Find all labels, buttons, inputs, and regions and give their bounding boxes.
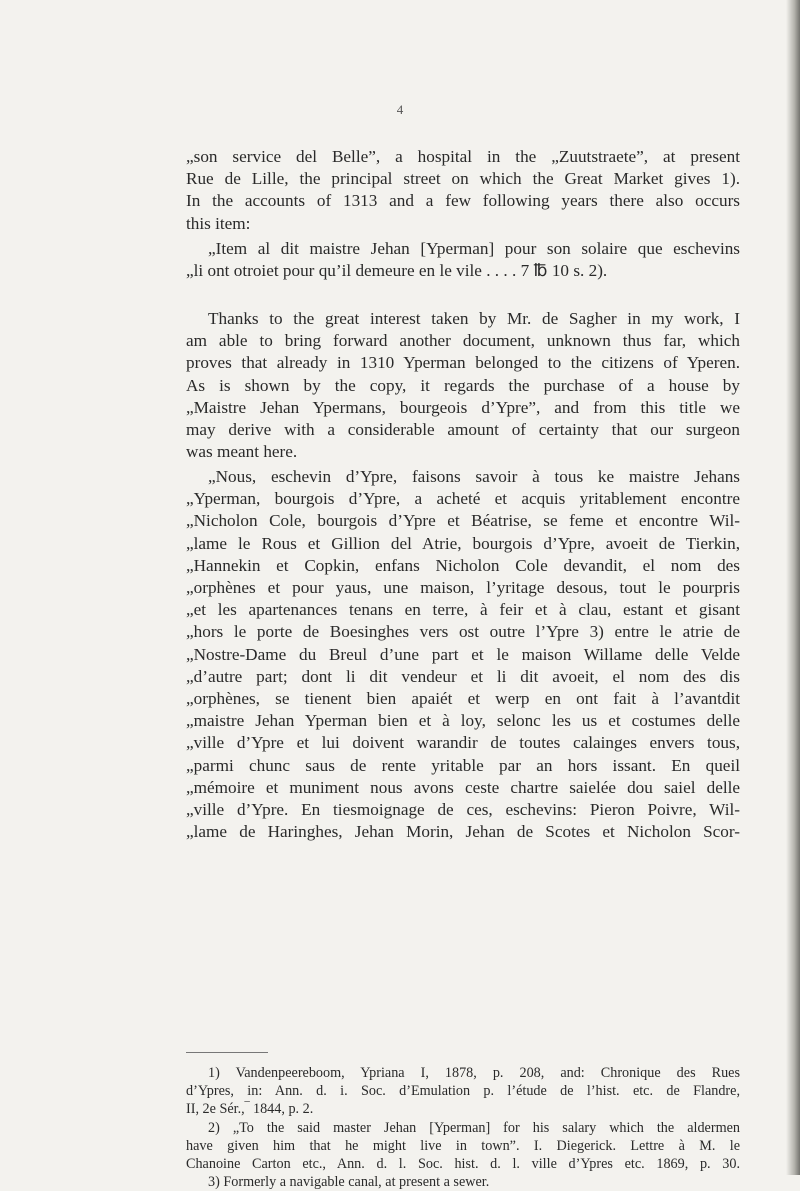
- text-line: „Nous, eschevin d’Ypre, faisons savoir à tous ke maistre Jehans: [208, 467, 740, 486]
- text-line: am able to bring forward another document, unknown thus far, which: [186, 331, 740, 351]
- text-line: „lame le Rous et Gillion del Atrie, bourgois d’Ypre, avoeit de Tierkin,: [186, 533, 740, 553]
- text-line: was meant here.: [186, 442, 298, 462]
- footnote-line: d’Ypres, in: Ann. d. i. Soc. d’Emulation p. l’étude de l’hist. etc. de Flandre,: [186, 1083, 740, 1100]
- text-line: In the accounts of 1313 and a few following years there also occurs: [186, 191, 740, 211]
- quote-item: [186, 238, 740, 282]
- footnote-line: Chanoine Carton etc., Ann. d. l. Soc. hist. d. l. ville d’Ypres etc. 1869, p. 30.: [186, 1156, 740, 1173]
- text-line: „Yperman, bourgois d’Ypre, a acheté et acquis yritablement encontre: [186, 489, 740, 509]
- text-line: Rue de Lille, the principal street on which the Great Market gives 1).: [186, 169, 740, 189]
- text-line: „ville d’Ypre et lui doivent warandir de toutes calainges envers tous,: [186, 733, 740, 753]
- page-edge-shadow: [786, 0, 800, 1175]
- text-line: proves that already in 1310 Yperman belonged to the citizens of Yperen.: [186, 353, 740, 373]
- text-line: As is shown by the copy, it regards the purchase of a house by: [186, 375, 740, 395]
- footnote-line: II, 2e Sér.,‾ 1844, p. 2.: [186, 1101, 314, 1118]
- text-line: „d’autre part; dont li dit vendeur et li dit avoeit, el nom des dis: [186, 666, 740, 686]
- text-line: „parmi chunc saus de rente yritable par an hors issant. En queil: [186, 755, 740, 775]
- text-line: „lame de Haringhes, Jehan Morin, Jehan de Scotes et Nicholon Scor-: [186, 822, 740, 842]
- text-line: „maistre Jehan Yperman bien et à loy, selonc les us et costumes delle: [186, 711, 740, 731]
- footnote-line: 3) Formerly a navigable canal, at present a sewer.: [208, 1174, 490, 1191]
- text-line: „Item al dit maistre Jehan [Yperman] pour son solaire que eschevins: [208, 239, 740, 258]
- footnote-line: 1) Vandenpeereboom, Ypriana I, 1878, p. 208, and: Chronique des Rues: [208, 1065, 740, 1081]
- text-line: „mémoire et muniment nous avons ceste chartre saielée dou saiel delle: [186, 777, 740, 797]
- text-line: „son service del Belle”, a hospital in the „Zuutstraete”, at present: [186, 147, 740, 166]
- text-line: „hors le porte de Boesinghes vers ost outre l’Ypre 3) entre le atrie de: [186, 622, 740, 642]
- text-line: this item:: [186, 213, 251, 233]
- text-line: „orphènes, se tienent bien apaiét et werp en ont fait à l’avantdit: [186, 689, 740, 709]
- text-line: „orphènes et pour yaus, une maison, l’yritage desous, tout le pourpris: [186, 578, 740, 598]
- footnote-line: have given him that he might live in town”. I. Diegerick. Lettre à M. le: [186, 1137, 740, 1154]
- text-line: „Maistre Jehan Ypermans, bourgeois d’Ypre”, and from this title we: [186, 397, 740, 417]
- paragraph-intro: [186, 146, 740, 235]
- footnotes: [186, 1064, 740, 1191]
- page-number: 4: [396, 102, 404, 117]
- text-line: „li ont otroiet pour qu’il demeure en le vile . . . . 7 ℔ 10 s. 2).: [186, 261, 608, 281]
- footnote-line: 2) „To the said master Jehan [Yperman] for his salary which the aldermen: [208, 1119, 740, 1136]
- text-line: „et les apartenances tenans en terre, à feir et à clau, estant et gisant: [186, 600, 740, 620]
- footnote-rule: [186, 1052, 268, 1054]
- text-line: „ville d’Ypre. En tiesmoignage de ces, eschevins: Pieron Poivre, Wil-: [186, 800, 740, 820]
- text-line: „Nostre-Dame du Breul d’une part et le maison Willame delle Velde: [186, 644, 740, 664]
- paragraph-thanks: [186, 308, 740, 463]
- text-line: „Hannekin et Copkin, enfans Nicholon Cole devandit, el nom des: [186, 555, 740, 575]
- charter-quote: [186, 466, 740, 843]
- text-line: may derive with a considerable amount of certainty that our surgeon: [186, 420, 740, 440]
- text-line: „Nicholon Cole, bourgois d’Ypre et Béatrise, se feme et encontre Wil-: [186, 511, 740, 531]
- text-line: Thanks to the great interest taken by Mr. de Sagher in my work, I: [208, 309, 740, 328]
